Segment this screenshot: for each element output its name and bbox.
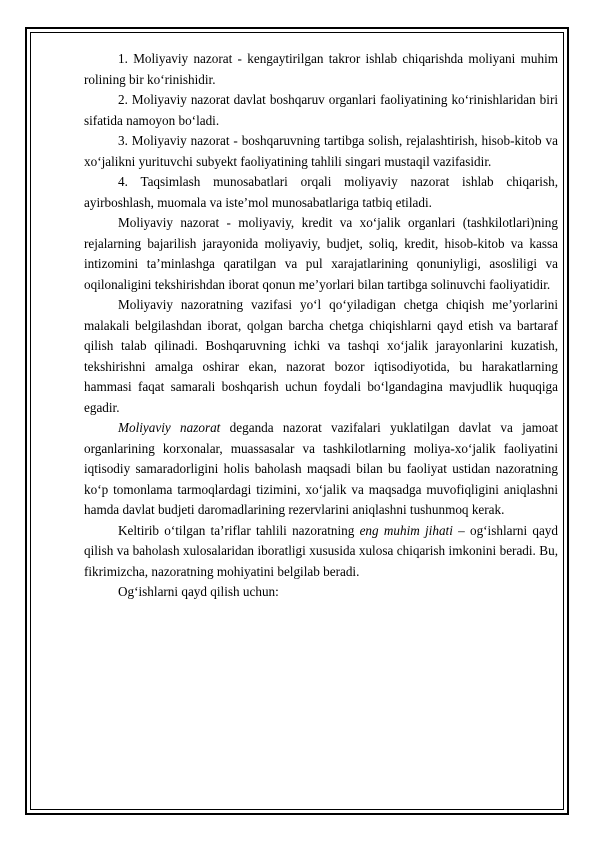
paragraph-4 xyxy=(84,172,558,213)
paragraph-text: deganda nazorat vazifalari yuklatilgan davlat va jamoat organlarining korxonalar, muassasalar va tashkilotlarning moliya-xo‘jalik faoliyatini iqtisodiy samaradorligini holis baholash maqsadi bilan bu faoliyat ustidan nazoratning ko‘p tomonlama tarmoqlardagi tizimini, xo‘jalik va maqsadga muvofiqligini aniqlashni hamda davlat budjeti daromadlarining rezervlarini aniqlashni tushunmoq kerak. xyxy=(84,420,559,517)
paragraph-text: Moliyaviy nazoratning vazifasi yo‘l qo‘yiladigan chetga chiqish me’yorlarini malakali belgilashdan iborat, qolgan barcha chetga chiqishlarni qayd etish va bartaraf qilish talab qilinadi. Boshqaruvning ichki va tashqi xo‘jalik jarayonlarini kuzatish, tekshirishni amalga oshirar ekan, nazorat bozor iqtisodiyotida, bu harakatlarning hammasi faqat samarali boshqarish uchun foydali bo‘lgandagina mavjudlik huquqiga egadir. xyxy=(84,297,558,415)
document-body xyxy=(84,49,558,603)
paragraph-text: Og‘ishlarni qayd qilish uchun: xyxy=(118,584,279,599)
paragraph-1 xyxy=(84,49,558,90)
paragraph-text: 2. Moliyaviy nazorat davlat boshqaruv organlari faoliyatining ko‘rinishlaridan biri sifatida namoyon bo‘ladi. xyxy=(84,92,558,128)
paragraph-conclusion xyxy=(84,521,558,583)
paragraph-text: Keltirib o‘tilgan ta’riflar tahlili nazoratning xyxy=(118,522,360,538)
italic-term: eng muhim jihati xyxy=(359,522,453,538)
paragraph-text: 3. Moliyaviy nazorat - boshqaruvning tartibga solish, rejalashtirish, hisob-kitob va xo‘jalikni yurituvchi subyekt faoliyatining tahlili singari mustaqil vazifasidir. xyxy=(84,133,558,169)
paragraph-understanding xyxy=(84,418,558,521)
paragraph-2 xyxy=(84,90,558,131)
paragraph-task xyxy=(84,295,558,418)
paragraph-text: 1. Moliyaviy nazorat - kengaytirilgan takror ishlab chiqarishda moliyani muhim rolining bir ko‘rinishidir. xyxy=(84,51,558,87)
paragraph-definition xyxy=(84,213,558,295)
paragraph-text: Moliyaviy nazorat - moliyaviy, kredit va xo‘jalik organlari (tashkilotlari)ning rejalarning bajarilish jarayonida moliyaviy, budjet, soliq, kredit, hisob-kitob va kassa intizomini ta’minlashga qaratilgan va pul xarajatlarining qonuniyligi, asosliligi va oqilonaligini tekshirishdan iborat qonun me’yorlari bilan tartibga solinuvchi faoliyatidir. xyxy=(84,215,558,292)
paragraph-3 xyxy=(84,131,558,172)
paragraph-last xyxy=(84,582,558,603)
paragraph-text: 4. Taqsimlash munosabatlari orqali moliyaviy nazorat ishlab chiqarish, ayirboshlash, muomala va iste’mol munosabatlariga tatbiq etiladi. xyxy=(84,174,558,210)
paragraph-text: – og‘ishlarni qayd qilish va baholash xulosalaridan iboratligi xususida xulosa chiqarish imkonini beradi. Bu, fikrimizcha, nazoratning mohiyatini belgilab beradi. xyxy=(84,522,558,579)
italic-term: Moliyaviy nazorat xyxy=(118,420,221,435)
